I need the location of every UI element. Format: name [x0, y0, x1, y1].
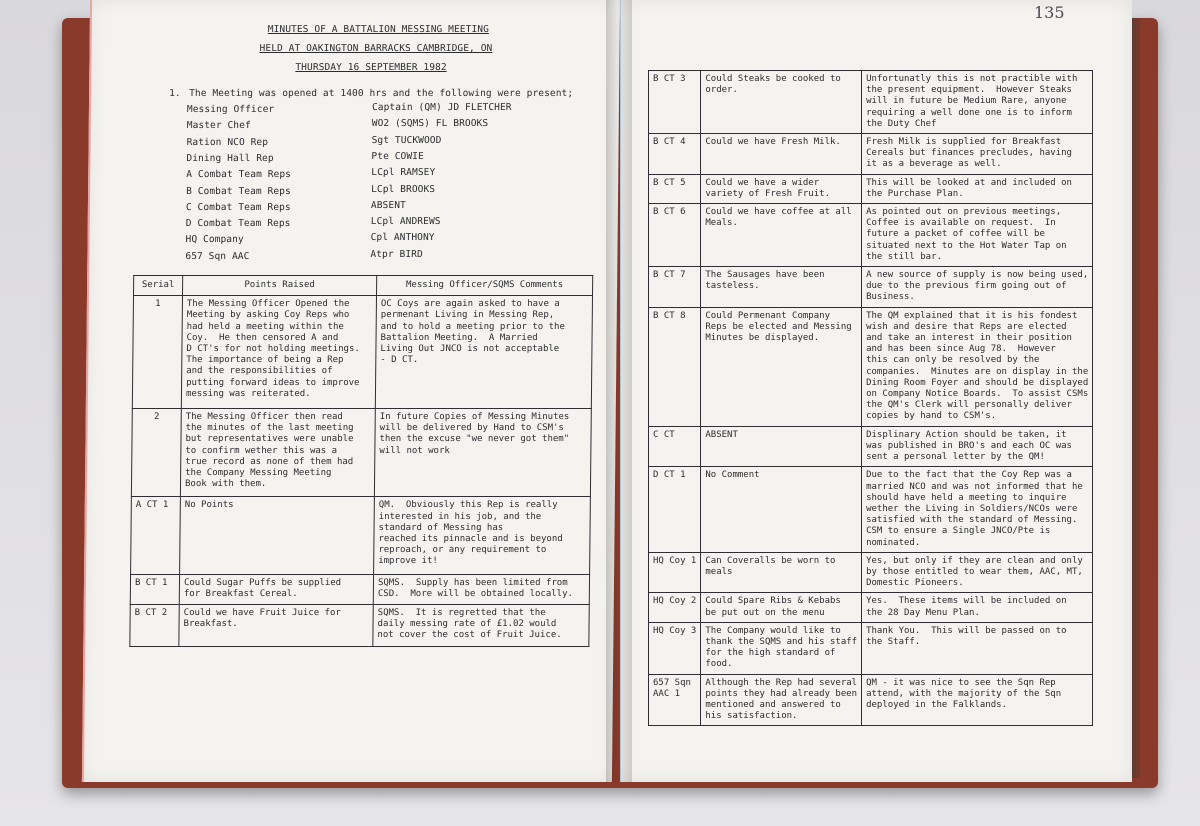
header-serial: Serial — [133, 276, 182, 296]
row-point-raised: Could Steaks be cooked to order. — [701, 71, 862, 134]
row-serial: A CT 1 — [131, 497, 181, 574]
table-row — [649, 174, 1093, 203]
attendee-role: Master Chef — [186, 120, 251, 132]
row-point-raised: ABSENT — [701, 426, 862, 467]
minutes-title-line3: THURSDAY 16 SEPTEMBER 1982 — [295, 62, 447, 73]
row-comment: Unfortunatly this is not practible with the present equipment. However Steaks will in future be Medium Rare, anyone requiring a well done one is to inform the Duty Chef — [862, 71, 1093, 134]
minutes-title-line1: MINUTES OF A BATTALION MESSING MEETING — [267, 24, 489, 35]
row-comment: Thank You. This will be passed on to the Staff. — [862, 622, 1093, 674]
attendee-name: Captain (QM) JD FLETCHER — [371, 102, 512, 113]
attendee-name: Sgt TUCKWOOD — [371, 134, 442, 146]
row-comment: This will be looked at and included on the Purchase Plan. — [862, 174, 1093, 203]
row-point-raised: No Comment — [701, 467, 862, 552]
row-point-raised: The Sausages have been tasteless. — [701, 267, 862, 308]
attendee-name: WO2 (SQMS) FL BROOKS — [371, 118, 489, 130]
row-point-raised: The Company would like to thank the SQMS and his staff for the high standard of food. — [701, 622, 862, 674]
row-serial: B CT 2 — [130, 605, 179, 647]
row-comment: Yes. These items will be included on the 28 Day Menu Plan. — [862, 593, 1093, 622]
attendee-name: Atpr BIRD — [370, 248, 423, 260]
row-serial: B CT 6 — [649, 204, 701, 267]
table-row — [649, 307, 1093, 426]
table-row — [649, 267, 1093, 308]
table-row — [649, 426, 1093, 467]
row-serial: B CT 3 — [649, 71, 701, 134]
attendee-role: B Combat Team Reps — [186, 185, 291, 197]
row-comment: SQMS. Supply has been limited from CSD. More will be obtained locally. — [373, 574, 589, 604]
row-serial: B CT 7 — [649, 267, 701, 308]
row-serial: B CT 5 — [649, 174, 701, 203]
table-row — [649, 71, 1093, 134]
header-points-raised: Points Raised — [182, 276, 376, 296]
row-comment: The QM explained that it is his fondest wish and desire that Reps are elected and take an interest in their position and has been since Aug 78. However this can only be resolved by the companies. Minutes are on display in the Dining Room Foyer and should be displayed on Company Notice Boards. To assist CSMs the QM's Clerk will personally deliver copies by hand to CSM's. — [862, 307, 1093, 426]
row-point-raised: Could we have Fruit Juice for Breakfast. — [179, 605, 373, 647]
page-number: 135 — [1034, 3, 1065, 22]
row-serial: 1 — [132, 296, 182, 409]
row-point-raised: Although the Rep had several points they had already been mentioned and answered to his satisfaction. — [701, 674, 862, 726]
attendee-role: Ration NCO Rep — [186, 136, 269, 148]
row-point-raised: Could Spare Ribs & Kebabs be put out on the menu — [701, 593, 862, 622]
attendee-name: Pte COWIE — [371, 150, 424, 162]
attendee-role: Messing Officer — [186, 104, 275, 115]
attendee-role: C Combat Team Reps — [185, 201, 291, 213]
table-row — [130, 574, 589, 604]
row-point-raised: Could we have a wider variety of Fresh Fruit. — [701, 174, 862, 203]
minutes-table-left — [129, 275, 593, 647]
row-comment: QM - it was nice to see the Sqn Rep attend, with the majority of the Sqn deployed in the Falklands. — [862, 674, 1093, 726]
header-comments: Messing Officer/SQMS Comments — [376, 276, 592, 296]
row-serial: C CT — [649, 426, 701, 467]
row-comment: Displinary Action should be taken, it was published in BRO's and each OC was sent a personal letter by the QM! — [862, 426, 1093, 467]
row-comment: In future Copies of Messing Minutes will be delivered by Hand to CSM's then the excuse "we never got them" will not work — [374, 409, 591, 497]
row-serial: B CT 8 — [649, 307, 701, 426]
row-comment: As pointed out on previous meetings, Coffee is available on request. In future a packet of coffee will be situated next to the Hot Water Tap on the still bar. — [862, 204, 1093, 267]
table-row — [649, 552, 1093, 593]
table-row — [130, 605, 589, 647]
table-row — [649, 134, 1093, 175]
attendee-role: HQ Company — [185, 234, 244, 246]
attendee-role: 657 Sqn AAC — [185, 250, 250, 262]
row-serial: B CT 1 — [130, 574, 179, 604]
row-point-raised: Could we have Fresh Milk. — [701, 134, 862, 175]
row-point-raised: The Messing Officer then read the minutes of the last meeting but representatives were unable to confirm wether this was a true record as none of them had the Company Messing Meeting Book with them. — [180, 409, 375, 497]
attendee-name: LCpl ANDREWS — [370, 216, 441, 228]
table-row — [132, 296, 592, 409]
row-point-raised: Could Permenant Company Reps be elected and Messing Minutes be displayed. — [701, 307, 862, 426]
row-serial: HQ Coy 3 — [649, 622, 701, 674]
attendee-role: D Combat Team Reps — [185, 218, 291, 230]
row-serial: 2 — [131, 409, 181, 497]
row-comment: OC Coys are again asked to have a permenant Living in Messing Rep, and to hold a meeting prior to the Battalion Meeting. A Married Living Out JNCO is not acceptable - D CT. — [375, 296, 592, 409]
row-serial: HQ Coy 2 — [649, 593, 701, 622]
intro-text: The Meeting was opened at 1400 hrs and the following were present; — [189, 88, 574, 99]
table-row — [649, 204, 1093, 267]
row-point-raised: Could we have coffee at all Meals. — [701, 204, 862, 267]
right-page — [620, 0, 1132, 782]
table-row — [649, 674, 1093, 726]
table-row — [131, 497, 591, 574]
row-point-raised: Can Coveralls be worn to meals — [701, 552, 862, 593]
row-comment: Due to the fact that the Coy Rep was a married NCO and was not informed that he should have held a meeting to inquire wether the Living in Soldiers/NCOs were satisfied with the standard of Messing. CSM to ensure a Single JNCO/Pte is nominated. — [862, 467, 1093, 552]
table-row — [649, 467, 1093, 552]
attendee-name: LCpl BROOKS — [371, 183, 436, 195]
attendee-name: ABSENT — [370, 199, 406, 211]
row-comment: Yes, but only if they are clean and only by those entitled to wear them, AAC, MT, Domestic Pioneers. — [862, 552, 1093, 593]
row-serial: B CT 4 — [649, 134, 701, 175]
row-serial: HQ Coy 1 — [649, 552, 701, 593]
book-gutter — [606, 0, 632, 782]
item-number: 1. — [169, 88, 181, 99]
table-row — [649, 622, 1093, 674]
row-comment: Fresh Milk is supplied for Breakfast Cereals but finances precludes, having it as a beverage as well. — [862, 134, 1093, 175]
attendee-role: A Combat Team Reps — [186, 169, 292, 181]
attendee-name: Cpl ANTHONY — [370, 232, 435, 244]
row-serial: D CT 1 — [649, 467, 701, 552]
row-comment: QM. Obviously this Rep is really interested in his job, and the standard of Messing has reached its pinnacle and is beyond reproach, or any requirement to improve it! — [374, 497, 591, 574]
left-page — [82, 0, 620, 782]
table-row — [131, 409, 591, 497]
row-serial: 657 Sqn AAC 1 — [649, 674, 701, 726]
table-row — [649, 593, 1093, 622]
row-comment: SQMS. It is regretted that the daily messing rate of £1.02 would not cover the cost of Fruit Juice. — [373, 605, 589, 647]
minutes-title-line2: HELD AT OAKINGTON BARRACKS CAMBRIDGE, ON — [259, 43, 493, 54]
row-point-raised: The Messing Officer Opened the Meeting by asking Coy Reps who had held a meeting within the Coy. He then censored A and D CT's for not holding meetings. The importance of being a Rep and the responsibilities of putting forward ideas to improve messing was reiterated. — [181, 296, 376, 409]
row-point-raised: No Points — [180, 497, 375, 574]
attendee-role: Dining Hall Rep — [186, 152, 274, 164]
attendee-name: LCpl RAMSEY — [371, 167, 436, 179]
row-point-raised: Could Sugar Puffs be supplied for Breakfast Cereal. — [179, 574, 373, 604]
minutes-table-right — [648, 70, 1093, 726]
row-comment: A new source of supply is now being used, due to the previous firm going out of Business. — [862, 267, 1093, 308]
